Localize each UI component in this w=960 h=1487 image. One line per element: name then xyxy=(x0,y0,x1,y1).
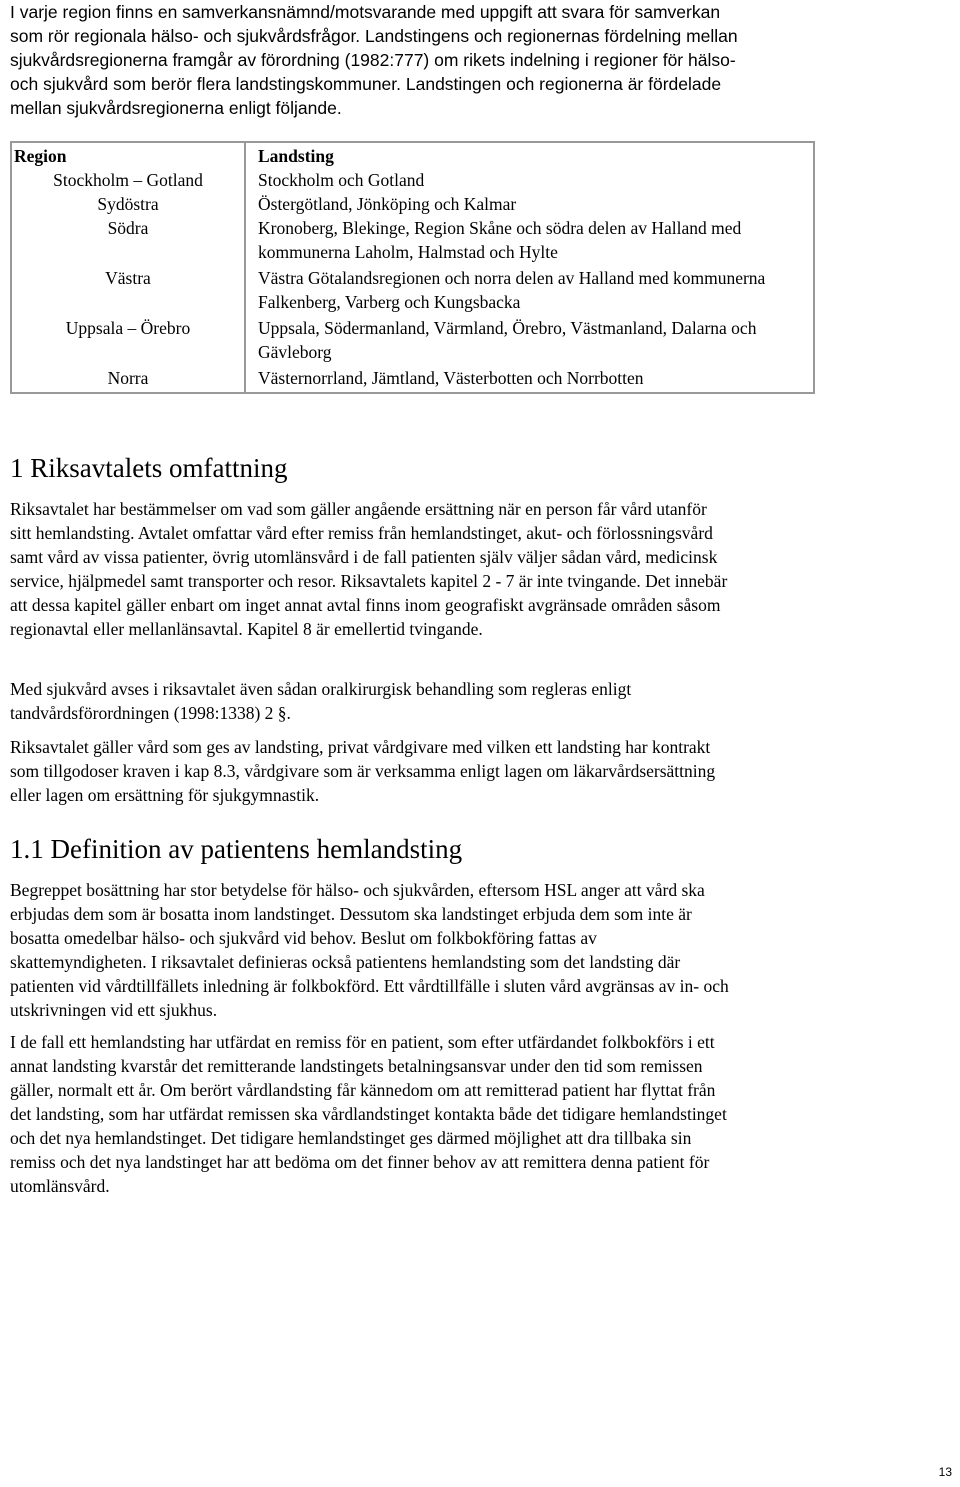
table-row xyxy=(11,314,814,364)
landsting-cell: Kronoberg, Blekinge, Region Skåne och södra delen av Halland med kommunerna Laholm, Halmstad och Hylte xyxy=(258,218,742,262)
landsting-cell: Östergötland, Jönköping och Kalmar xyxy=(258,194,517,214)
header-landsting: Landsting xyxy=(258,146,334,166)
body-paragraph: Begreppet bosättning har stor betydelse för hälso- och sjukvården, eftersom HSL anger att vård ska erbjudas dem som är bosatta inom landstinget. Dessutom ska landstinget erbjuda dem som inte är bosatta omedelbar hälso- och sjukvård vid behov. Beslut om folkbokföring fattas av skattemyndigheten. I riksavtalet definieras också patientens hemlandsting som det landsting där patienten vid vårdtillfällets inledning är folkbokförd. Ett vårdtillfälle i sluten vård avgränsas av in- och utskrivningen vid ett sjukhus. xyxy=(10,880,729,1020)
table-row xyxy=(11,168,814,192)
region-cell: Sydöstra xyxy=(11,192,245,216)
landsting-cell: Västra Götalandsregionen och norra delen av Halland med kommunerna Falkenberg, Varberg och Kungsbacka xyxy=(258,268,766,312)
subsection-heading: 1.1 Definition av patientens hemlandsting xyxy=(10,834,463,864)
body-paragraph: I de fall ett hemlandsting har utfärdat en remiss för en patient, som efter utfärdandet folkbokförs i ett annat landsting kvarstår det remitterande landstingets betalningsansvar under den tid som remissen gäller, normalt ett år. Om berört vårdlandsting får kännedom om att remitterad patient har flyttat från det landsting, som har utfärdat remissen ska vårdlandstinget kontakta både det tidigare hemlandstinget och det nya hemlandstinget. Det tidigare hemlandstinget ges därmed möjlighet att dra tillbaka sin remiss och det nya landstinget har att bedöma om det finner behov av att remittera denna patient för utomlänsvård. xyxy=(10,1032,727,1196)
region-cell: Norra xyxy=(11,364,245,393)
body-paragraph: Med sjukvård avses i riksavtalet även sådan oralkirurgisk behandling som regleras enligt tandvårdsförordningen (1998:1338) 2 §. xyxy=(10,679,632,723)
region-cell: Västra xyxy=(11,264,245,314)
body-paragraph: Riksavtalet har bestämmelser om vad som gäller angående ersättning när en person får vård utanför sitt hemlandsting. Avtalet omfattar vård efter remiss från hemlandstinget, akut- och förlossningsvård samt vård av vissa patienter, övrig utomlänsvård i de fall patienten själv väljer sådan vård, medicinsk service, hjälpmedel samt transporter och resor. Riksavtalets kapitel 2 - 7 är inte tvingande. Det innebär att dessa kapitel gäller enbart om inget annat avtal finns inom geografiskt avgränsade områden såsom regionavtal eller mellanlänsavtal. Kapitel 8 är emellertid tvingande. xyxy=(10,499,728,639)
region-cell: Uppsala – Örebro xyxy=(11,314,245,364)
landsting-cell: Stockholm och Gotland xyxy=(258,170,425,190)
intro-paragraph: I varje region finns en samverkansnämnd/motsvarande med uppgift att svara för samverkan som rör regionala hälso- och sjukvårdsfrågor. Landstingens och regionernas fördelning mellan sjukvårdsregionerna framgår av förordning (1982:777) om rikets indelning i regioner för hälso- och sjukvård som berör flera landstingskommuner. Landstingen och regionerna är fördelade mellan sjukvårdsregionerna enligt följande. xyxy=(10,2,738,118)
body-paragraph: Riksavtalet gäller vård som ges av landsting, privat vårdgivare med vilken ett landsting har kontrakt som tillgodoser kraven i kap 8.3, vårdgivare som är verksamma enligt lagen om läkarvårdsersättning eller lagen om ersättning för sjukgymnastik. xyxy=(10,737,716,805)
section-heading: 1 Riksavtalets omfattning xyxy=(10,453,288,483)
table-row xyxy=(11,264,814,314)
region-cell: Södra xyxy=(11,216,245,264)
landsting-cell: Västernorrland, Jämtland, Västerbotten och Norrbotten xyxy=(258,368,644,388)
region-cell: Stockholm – Gotland xyxy=(11,168,245,192)
table-row xyxy=(11,192,814,216)
table-row xyxy=(11,216,814,264)
table-header-row xyxy=(11,142,814,168)
landsting-cell: Uppsala, Södermanland, Värmland, Örebro, Västmanland, Dalarna och Gävleborg xyxy=(258,318,757,362)
header-region: Region xyxy=(11,142,245,168)
page-number: 13 xyxy=(938,1465,952,1479)
region-table xyxy=(10,141,815,394)
table-row xyxy=(11,364,814,393)
